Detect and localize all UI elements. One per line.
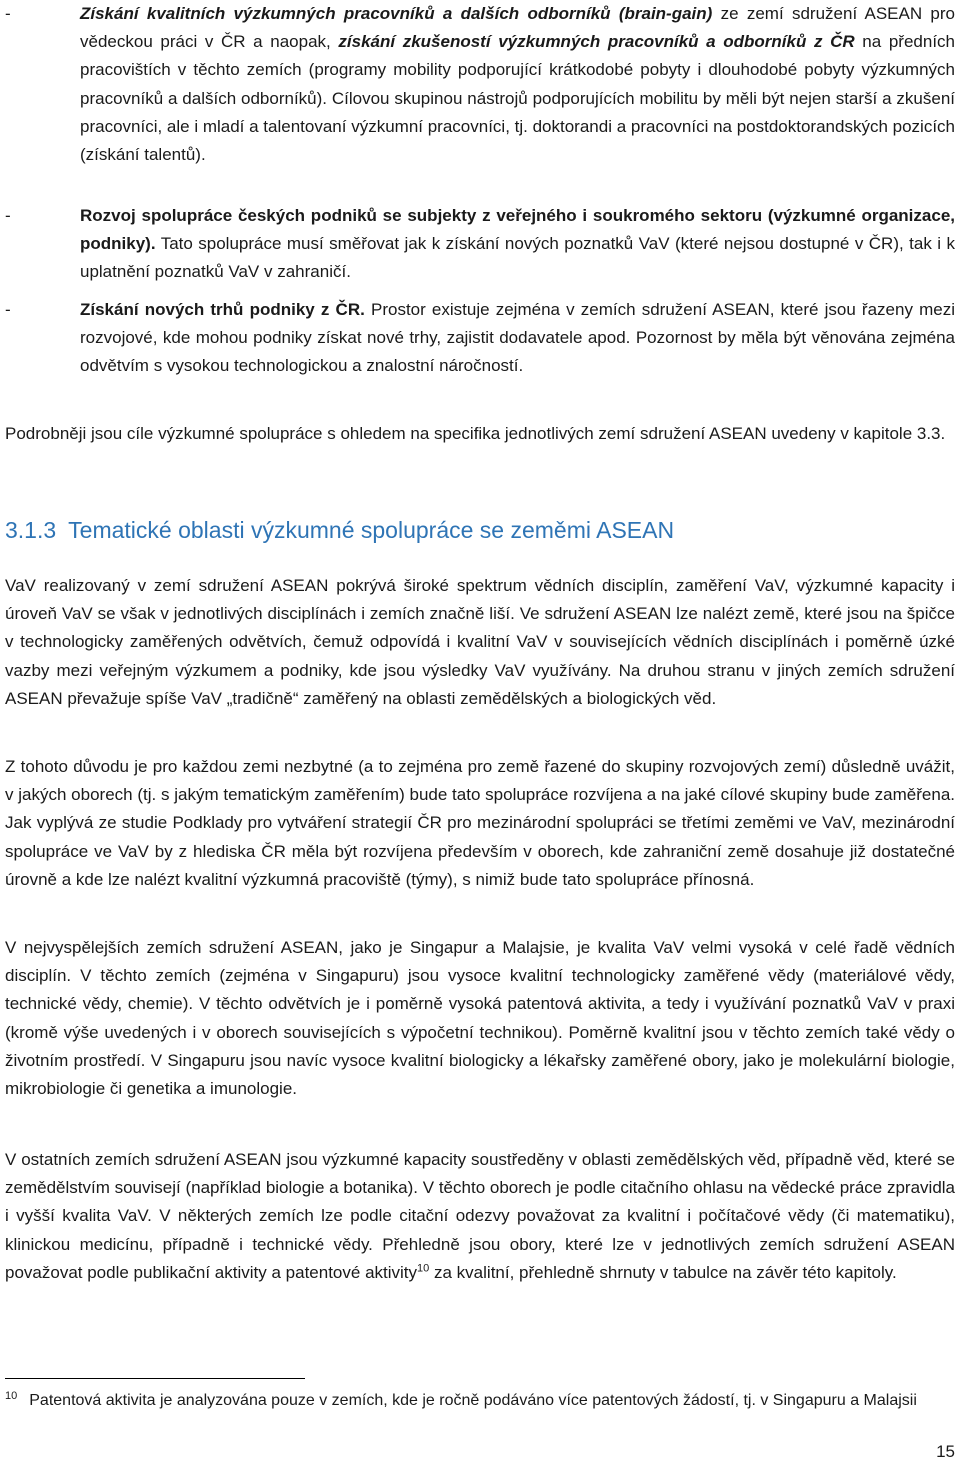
paragraph: Z tohoto důvodu je pro každou zemi nezbytné (a to zejména pro země řazené do skupiny rozvojových zemí) důsledně uvážit, v jakých oborech (tj. s jakým tematickým zaměřením) bude tato spolupráce rozvíjena a na jaké cílové skupiny bude zaměřena. Jak vyplývá ze studie Podklady pro vytváření strategií ČR pro mezinárodní spolupráci se třetími zeměmi ve VaV, mezinárodní spolupráce ve VaV by z hlediska ČR měla být rozvíjena především v oborech, kde zahraniční země dosahuje již dostatečné úrovně a kde lze nalézt kvalitní výzkumná pracoviště (týmy), s nimiž bude tato spolupráce přínosná.: [5, 757, 955, 889]
section-heading: [5, 515, 674, 545]
footnote-text: Patentová aktivita je analyzována pouze v zemích, kde je ročně podáváno více patentových žádostí, tj. v Singapuru a Malajsii: [29, 1392, 917, 1409]
page-number: 15: [936, 1442, 955, 1461]
bullet-body: ze zemí sdružení ASEAN pro vědeckou práci v ČR a naopak,: [80, 4, 955, 52]
bullet-bold-lead: Získání kvalitních výzkumných pracovníků a dalších odborníků (brain-gain): [80, 4, 713, 23]
bullet-text: [80, 0, 955, 169]
bullet-bold-mid: získání zkušeností výzkumných pracovníků a odborníků z ČR: [338, 32, 855, 52]
paragraph: VaV realizovaný v zemí sdružení ASEAN pokrývá široké spektrum vědních disciplín, zaměření VaV, výzkumné kapacity i úroveň VaV se však v jednotlivých disciplínách i zemích značně liší. Ve sdružení ASEAN lze nalézt země, které jsou na špičce v technologicky zaměřených odvětvích, čemuž odpovídá i kvalitní VaV v souvisejících vědních disciplínách i poměrně úzké vazby mezi veřejným výzkumem a podniky, kde jsou výsledky VaV využívány. Na druhou stranu v jiných zemích sdružení ASEAN převažuje spíše VaV „tradičně“ zaměřený na oblasti zemědělských a biologických věd.: [5, 576, 955, 708]
bullet-body-tail: na předních pracovištích v těchto zemích (programy mobility podporující krátkodobé pobyty i dlouhodobé pobyty výzkumných pracovníků a dalších odborníků). Cílovou skupinou nástrojů podporujících mobilitu by měli být nejen starší a zkušení pracovníci, ale i mladí a talentovaní výzkumní pracovníci, tj. doktorandi a pracovníci na postdoktorandských pozicích (získání talentů).: [80, 32, 956, 165]
bullet-text: [80, 202, 955, 287]
footnote: [5, 1388, 955, 1413]
paragraph-text: V ostatních zemích sdružení ASEAN jsou výzkumné kapacity soustředěny v oblasti zemědělských věd, případně věd, které se zemědělstvím souvisejí (například biologie a botanika). V těchto oborech je podle citačního ohlasu na vědecké práce zpravidla i vyšší kvalita VaV. V některých zemích lze podle citační odezvy považovat za kvalitní i počítačové vědy (či matematiku), klinickou medicínu, případně i technické vědy. Přehledně jsou obory, které lze v jednotlivých zemích sdružení ASEAN považovat podle publikační aktivity a patentové aktivity: [5, 1150, 955, 1282]
section-number: 3.1.3: [5, 517, 57, 543]
bullet-new-markets: [5, 296, 955, 381]
paragraph-last: [5, 1146, 955, 1287]
bullet-body: Tato spolupráce musí směřovat jak k získání nových poznatků VaV (které nejsou dostupné v ČR), tak i k uplatnění poznatků VaV v zahraničí.: [80, 234, 955, 282]
bullet-bold-lead: Rozvoj spolupráce českých podniků se subjekty z veřejného i soukromého sektoru (výzkumné organizace, podniky).: [80, 206, 955, 254]
bullet-dash: -: [5, 4, 11, 23]
bullet-text: [80, 296, 955, 381]
bullet-dash: -: [5, 300, 11, 319]
footnote-mark: 10: [5, 1389, 18, 1402]
bullet-bold-lead: Získání nových trhů podniky z ČR.: [80, 300, 365, 319]
paragraph-details: Podrobněji jsou cíle výzkumné spolupráce s ohledem na specifika jednotlivých zemí sdružení ASEAN uvedeny v kapitole 3.3.: [5, 424, 946, 443]
bullet-brain-gain: [5, 0, 955, 169]
bullet-dash: -: [5, 206, 11, 225]
bullet-body: Prostor existuje zejména v zemích sdružení ASEAN, které jsou řazeny mezi rozvojové, kde mohou podniky získat nové trhy, zajistit dodavatele apod. Pozornost by měla být věnována zejména odvětvím s vysokou technologickou a znalostní náročností.: [80, 300, 955, 376]
bullet-business-cooperation: [5, 202, 955, 287]
paragraph: V nejvyspělejších zemích sdružení ASEAN, jako je Singapur a Malajsie, je kvalita VaV velmi vysoká v celé řadě vědních disciplín. V těchto zemích (zejména v Singapuru) jsou vysoce kvalitní technologicky zaměřené vědy (materiálové vědy, technické vědy, chemie). V těchto odvětvích je i poměrně vysoká patentová aktivita, a tedy i využívání poznatků VaV v praxi (kromě výše uvedených i v oborech souvisejících s výpočetní technikou). Poměrně kvalitní jsou v těchto zemích také vědy o životním prostředí. V Singapuru jsou navíc vysoce kvalitní biologicky a lékařsky zaměřené obory, jako je molekulární biologie, mikrobiologie či genetika a imunologie.: [5, 938, 955, 1099]
footnote-reference[interactable]: 10: [417, 1262, 430, 1275]
section-title: Tematické oblasti výzkumné spolupráce se zeměmi ASEAN: [68, 517, 675, 543]
paragraph-text-tail: za kvalitní, přehledně shrnuty v tabulce na závěr této kapitoly.: [429, 1262, 897, 1282]
footnote-separator: [5, 1378, 305, 1379]
